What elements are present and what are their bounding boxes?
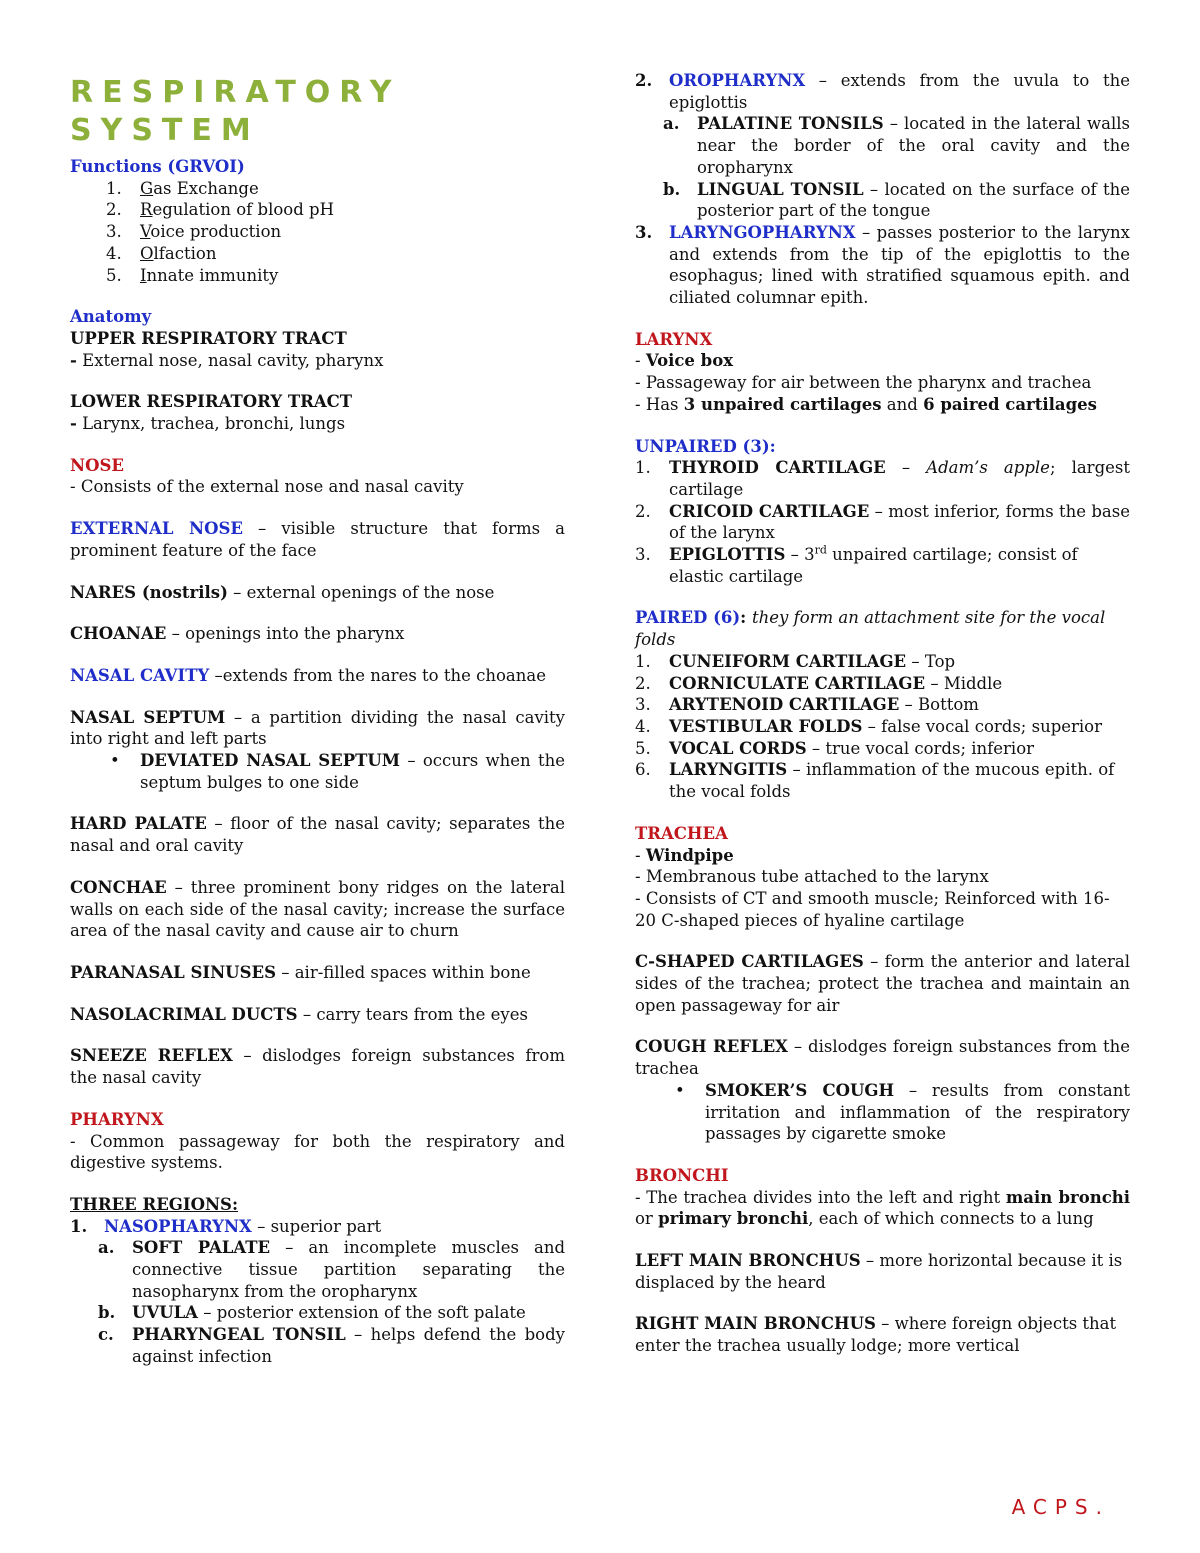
nasopharynx-entry: 1. NASOPHARYNX – superior part [70,1216,382,1236]
bullet-icon: • [110,751,120,771]
footer-initials: ACPS. [1011,1495,1110,1519]
list-item: 6. LARYNGITIS – inflammation of the mucous epith. of the vocal folds [635,760,1115,802]
nose-heading: NOSE [70,455,124,475]
list-item: 3. Voice production [106,222,282,242]
hard-palate-entry: HARD PALATE – floor of the nasal cavity; separates the nasal and oral cavity [70,814,565,856]
anatomy-heading: Anatomy [70,307,152,327]
unpaired-heading: UNPAIRED (3): [635,436,776,456]
larynx-cartilages: - Has 3 unpaired cartilages and 6 paired cartilages [635,394,1097,414]
list-item: 5. Innate immunity [106,265,279,285]
functions-list [70,178,565,287]
trachea-heading: TRACHEA [635,823,728,843]
trachea-membranous: - Membranous tube attached to the larynx [635,867,989,887]
palatine-tonsils-entry: a. PALATINE TONSILS – located in the lateral walls near the border of the oral cavity and the oropharynx [663,114,1130,177]
epiglottis-entry: 3. EPIGLOTTIS – 3rd unpaired cartilage; consist of elastic cartilage [635,543,1078,586]
upper-tract-title: UPPER RESPIRATORY TRACT [70,328,347,348]
left-column [70,74,565,1368]
list-item: 2. Regulation of blood pH [106,200,334,220]
lingual-tonsil-entry: b. LINGUAL TONSIL – located on the surface of the posterior part of the tongue [663,179,1130,221]
nasal-cavity-entry: NASAL CAVITY –extends from the nares to the choanae [70,665,546,685]
nares-entry: NARES (nostrils) – external openings of the nose [70,582,495,602]
nose-desc: - Consists of the external nose and nasal cavity [70,477,464,497]
list-item: 1. CUNEIFORM CARTILAGE – Top [635,651,956,671]
bronchi-desc: - The trachea divides into the left and right main bronchi or primary bronchi, each of which connects to a lung [635,1187,1131,1229]
c-shaped-entry: C-SHAPED CARTILAGES – form the anterior and lateral sides of the trachea; protect the trachea and maintain an open passageway for air [635,952,1130,1015]
sneeze-reflex-entry: SNEEZE REFLEX – dislodges foreign substances from the nasal cavity [70,1046,566,1088]
bronchi-heading: BRONCHI [635,1165,729,1185]
deviated-septum-entry: • DEVIATED NASAL SEPTUM – occurs when the septum bulges to one side [110,751,565,792]
lower-tract-title: LOWER RESPIRATORY TRACT [70,392,353,412]
list-item: 2. CORNICULATE CARTILAGE – Middle [635,673,1003,693]
paired-heading: PAIRED (6): they form an attachment site for the vocal folds [635,608,1106,650]
list-item: 4. VESTIBULAR FOLDS – false vocal cords; superior [635,716,1103,736]
list-item: 5. VOCAL CORDS – true vocal cords; inferior [635,738,1035,758]
laryngopharynx-entry: 3. LARYNGOPHARYNX – passes posterior to the larynx and extends from the tip of the epiglottis to the esophagus; lined with stratified squamous epith. and ciliated columnar epith. [635,222,1130,308]
cough-reflex-entry: COUGH REFLEX – dislodges foreign substances from the trachea [635,1037,1130,1079]
bullet-icon: • [675,1080,685,1100]
soft-palate-entry: a. SOFT PALATE – an incomplete muscles and connective tissue partition separating the nasopharynx from the oropharynx [98,1238,566,1301]
smokers-cough-entry: • SMOKER’S COUGH – results from constant irritation and inflammation of the respiratory passages by cigarette smoke [675,1080,1130,1144]
lower-tract-text: - Larynx, trachea, bronchi, lungs [70,414,346,434]
cricoid-entry: 2. CRICOID CARTILAGE – most inferior, forms the base of the larynx [635,501,1130,543]
upper-tract-text: - External nose, nasal cavity, pharynx [70,350,384,370]
right-column [635,70,1130,1357]
paranasal-sinuses-entry: PARANASAL SINUSES – air-filled spaces within bone [70,962,531,982]
thyroid-entry: 1. THYROID CARTILAGE – Adam’s apple; largest cartilage [635,458,1130,499]
larynx-passageway: - Passageway for air between the pharynx and trachea [635,373,1092,393]
left-main-bronchus-entry: LEFT MAIN BRONCHUS – more horizontal because it is displaced by the heard [635,1251,1123,1292]
oropharynx-entry: 2. OROPHARYNX – extends from the uvula to the epiglottis [635,71,1130,112]
pharyngeal-tonsil-entry: c. PHARYNGEAL TONSIL – helps defend the body against infection [98,1325,565,1366]
list-item: 3. ARYTENOID CARTILAGE – Bottom [635,695,979,715]
choanae-entry: CHOANAE – openings into the pharynx [70,624,405,644]
pharynx-desc: - Common passageway for both the respiratory and digestive systems. [70,1131,565,1173]
three-regions-heading: THREE REGIONS: [70,1194,239,1214]
external-nose-entry: EXTERNAL NOSE – visible structure that forms a prominent feature of the face [70,519,565,560]
list-item: 4. Olfaction [106,243,217,263]
conchae-entry: CONCHAE – three prominent bony ridges on the lateral walls on each side of the nasal cavity; increase the surface area of the nasal cavity and cause air to churn [70,877,565,941]
list-item: 1. Gas Exchange [106,178,259,198]
functions-heading: Functions (GRVOI) [70,157,245,176]
trachea-windpipe: - Windpipe [635,845,734,865]
trachea-consists: - Consists of CT and smooth muscle; Reinforced with 16-20 C-shaped pieces of hyaline cartilage [635,888,1110,930]
nasal-septum-entry: NASAL SEPTUM – a partition dividing the nasal cavity into right and left parts [70,707,565,749]
page-title: RESPIRATORY SYSTEM [70,75,401,148]
larynx-voice-box: - Voice box [635,351,734,371]
uvula-entry: b. UVULA – posterior extension of the soft palate [98,1303,526,1323]
larynx-heading: LARYNX [635,329,713,349]
pharynx-heading: PHARYNX [70,1109,164,1129]
nasolacrimal-ducts-entry: NASOLACRIMAL DUCTS – carry tears from the eyes [70,1004,528,1024]
right-main-bronchus-entry: RIGHT MAIN BRONCHUS – where foreign objects that enter the trachea usually lodge; more vertical [635,1314,1117,1356]
